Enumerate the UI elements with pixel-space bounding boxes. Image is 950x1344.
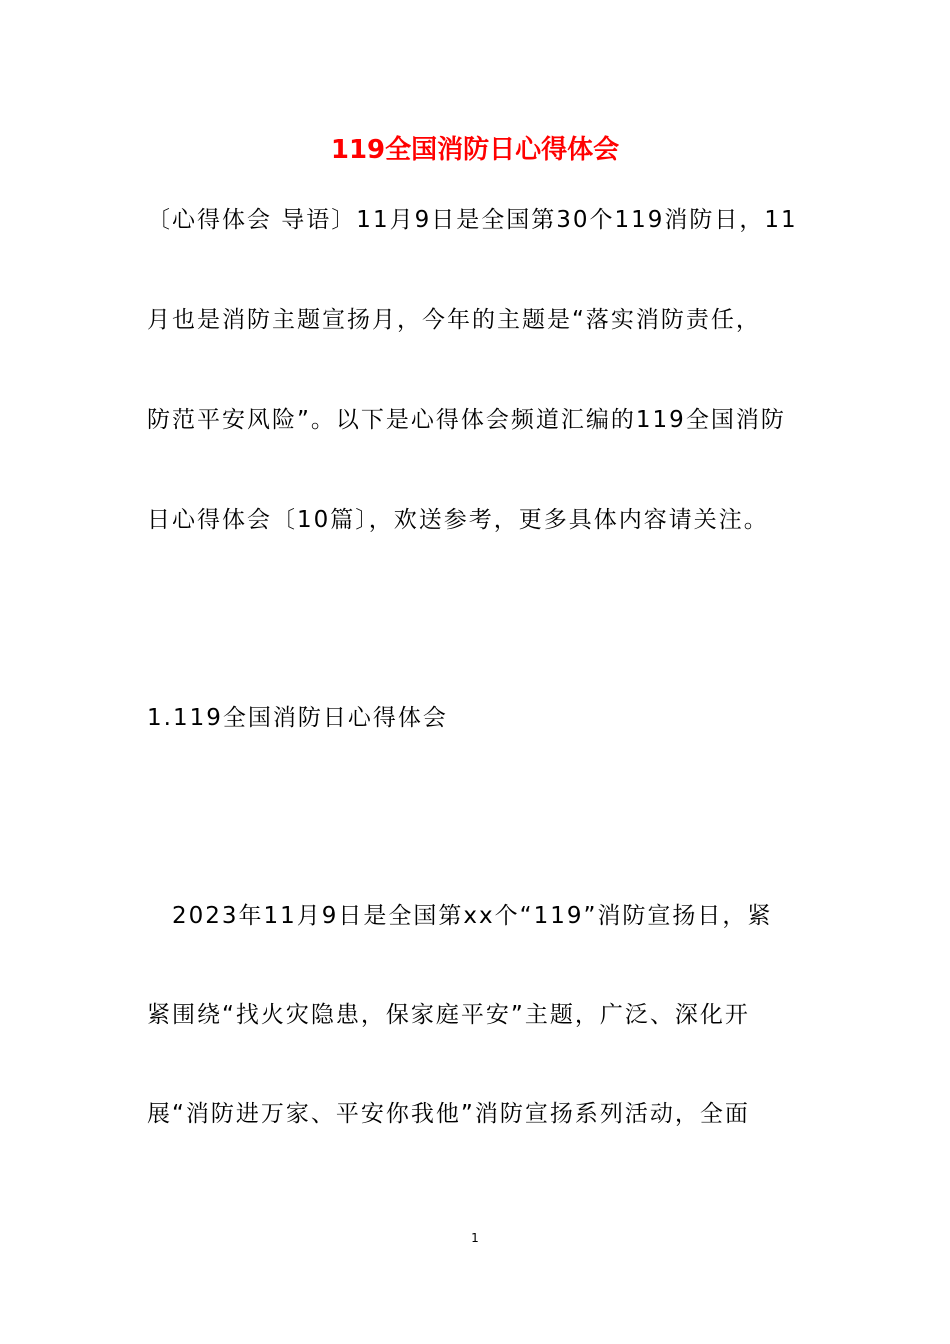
body-line-1: 2023年11月9日是全国第xx个“119”消防宣扬日，紧 bbox=[172, 903, 773, 929]
body-line-3: 展“消防进万家、平安你我他”消防宣扬系列活动，全面 bbox=[147, 1101, 750, 1127]
intro-line-3: 防范平安风险”。以下是心得体会频道汇编的119全国消防 bbox=[147, 407, 786, 433]
document-title: 119全国消防日心得体会 bbox=[330, 135, 620, 165]
intro-line-2: 月也是消防主题宣扬月，今年的主题是“落实消防责任， bbox=[147, 307, 761, 333]
intro-line-1: 〔心得体会 导语〕11月9日是全国第30个119消防日，11 bbox=[147, 207, 798, 233]
body-line-2: 紧围绕“找火灾隐患，保家庭平安”主题，广泛、深化开 bbox=[147, 1002, 750, 1028]
page-number: 1 bbox=[471, 1231, 479, 1245]
intro-line-4: 日心得体会〔10篇〕，欢送参考，更多具体内容请关注。 bbox=[147, 507, 769, 533]
section-heading: 1.119全国消防日心得体会 bbox=[147, 705, 448, 731]
